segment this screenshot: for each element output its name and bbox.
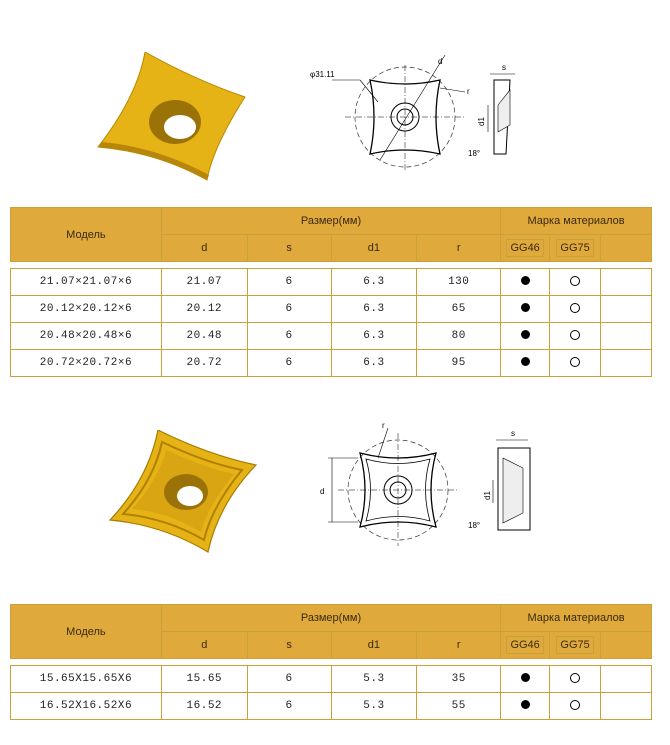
available-dot-icon (521, 357, 530, 366)
table-row: 21.07×21.07×6 21.07 6 6.3 130 (11, 269, 652, 296)
col-d-header: d (161, 632, 247, 659)
spec-table-2 (10, 604, 652, 720)
model-header: Модель (11, 605, 162, 659)
available-dot-icon (521, 700, 530, 709)
table-row: 20.48×20.48×6 20.48 6 6.3 80 (11, 323, 652, 350)
size-header: Размер(мм) (161, 605, 500, 632)
s-label: s (502, 63, 506, 72)
spec-table-1 (10, 207, 652, 377)
optional-ring-icon (570, 357, 580, 367)
col-d1-header: d1 (331, 235, 417, 262)
available-dot-icon (521, 276, 530, 285)
grade-gg75-header: GG75 (556, 239, 593, 257)
technical-drawing-2 (318, 418, 548, 558)
d-label: d (438, 57, 443, 66)
grade-gg75-header: GG75 (556, 636, 593, 654)
optional-ring-icon (570, 276, 580, 286)
model-header: Модель (11, 208, 162, 262)
optional-ring-icon (570, 303, 580, 313)
diameter-label: φ31.11 (310, 70, 335, 79)
available-dot-icon (521, 330, 530, 339)
table-row: 15.65X15.65X6 15.65 6 5.3 35 (11, 666, 652, 693)
table-row: 20.12×20.12×6 20.12 6 6.3 65 (11, 296, 652, 323)
col-d-header: d (161, 235, 247, 262)
angle-label: 18° (468, 521, 481, 530)
insert-image-1 (95, 52, 255, 182)
available-dot-icon (521, 673, 530, 682)
col-r-header: r (417, 235, 501, 262)
d1-label: d1 (483, 491, 492, 500)
optional-ring-icon (570, 673, 580, 683)
optional-ring-icon (570, 700, 580, 710)
grade-gg46-header: GG46 (506, 239, 543, 257)
col-d1-header: d1 (331, 632, 417, 659)
optional-ring-icon (570, 330, 580, 340)
technical-drawing-1 (310, 50, 540, 185)
s-label: s (511, 429, 515, 438)
d1-label: d1 (477, 117, 486, 126)
material-header: Марка материалов (501, 605, 652, 632)
material-header: Марка материалов (501, 208, 652, 235)
d-label: d (320, 487, 325, 496)
r-label: r (382, 421, 385, 430)
size-header: Размер(мм) (161, 208, 500, 235)
grade-gg46-header: GG46 (506, 636, 543, 654)
col-s-header: s (247, 235, 331, 262)
available-dot-icon (521, 303, 530, 312)
table-row: 20.72×20.72×6 20.72 6 6.3 95 (11, 350, 652, 377)
insert-image-2 (108, 430, 258, 555)
col-r-header: r (417, 632, 501, 659)
col-s-header: s (247, 632, 331, 659)
r-label: r (467, 87, 470, 96)
table-row: 16.52X16.52X6 16.52 6 5.3 55 (11, 693, 652, 720)
angle-label: 18° (468, 149, 481, 158)
